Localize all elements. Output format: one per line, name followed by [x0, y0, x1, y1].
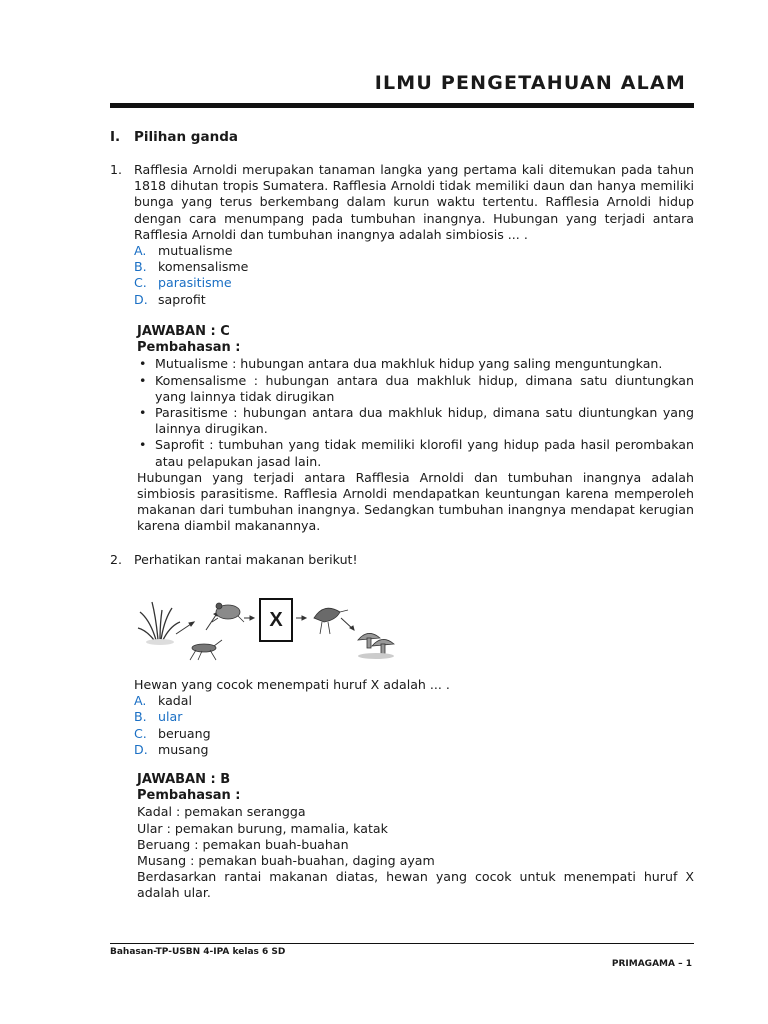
option-c: C. beruang [134, 725, 211, 741]
question-2 [110, 552, 694, 568]
page-title: ILMU PENGETAHUAN ALAM [374, 72, 686, 94]
bullet-item: • Saprofit : tumbuhan yang tidak memiliki klorofil yang hidup pada hasil perombakan atau pelapukan jasad lain. [137, 437, 694, 469]
question-prompt: Hewan yang cocok menempati huruf X adalah ... . [134, 677, 450, 692]
option-b: B. komensalisme [134, 259, 249, 275]
option-a: A. kadal [134, 693, 192, 709]
discussion-line: Musang : pemakan buah-buahan, daging ayam [137, 853, 435, 869]
bullet-item: • Mutualisme : hubungan antara dua makhluk hidup yang saling menguntungkan. [137, 356, 694, 372]
answer-label: JAWABAN : C [137, 324, 230, 339]
section-title: Pilihan ganda [134, 129, 238, 145]
option-d: D. saprofit [134, 291, 206, 307]
footer-divider [110, 943, 694, 944]
discussion-line: Kadal : pemakan serangga [137, 804, 306, 820]
option-c: C. parasitisme [134, 275, 232, 291]
food-chain-diagram [136, 590, 396, 665]
question-number: 1. [110, 162, 123, 177]
discussion-bullets [137, 356, 694, 469]
question-1 [110, 162, 694, 308]
discussion-label: Pembahasan : [137, 340, 241, 356]
frog-icon [212, 603, 244, 622]
title-divider [110, 103, 694, 108]
answer-label: JAWABAN : B [137, 772, 231, 787]
option-a: A. mutualisme [134, 243, 233, 259]
question-number: 2. [110, 552, 123, 567]
mushroom-icon [358, 633, 394, 659]
section-heading [110, 129, 238, 145]
discussion-conclusion: Berdasarkan rantai makanan diatas, hewan yang cocok untuk menempati huruf X adalah ular. [137, 869, 694, 901]
grasshopper-icon [190, 640, 222, 660]
option-d: D. musang [134, 741, 209, 757]
bullet-item: • Parasitisme : hubungan antara dua makhluk hidup, dimana satu diuntungkan yang lainnya dirugikan. [137, 405, 694, 437]
answer-block-2 [137, 772, 694, 902]
discussion-conclusion: Hubungan yang terjadi antara Rafflesia Arnoldi dan tumbuhan inangnya adalah simbiosis parasitisme. Rafflesia Arnoldi mendapatkan keuntungan karena memperoleh makanan dari tumbuhan inangnya. Sedangkan tumbuhan inangnya mendapat kerugian karena diambil makanannya. [137, 469, 694, 534]
question-2-options [110, 677, 694, 758]
grass-icon [138, 602, 180, 645]
discussion-line: Ular : pemakan burung, mamalia, katak [137, 820, 388, 836]
bird-icon [314, 608, 348, 634]
unknown-animal-box: X [259, 598, 293, 642]
discussion-line: Beruang : pemakan buah-buahan [137, 836, 349, 852]
footer-source: Bahasan-TP-USBN 4-IPA kelas 6 SD [110, 947, 286, 957]
section-number: I. [110, 129, 121, 145]
question-text: Perhatikan rantai makanan berikut! [134, 552, 358, 567]
option-b: B. ular [134, 709, 183, 725]
discussion-label: Pembahasan : [137, 788, 241, 804]
footer-page-number: PRIMAGAMA – 1 [611, 959, 692, 969]
bullet-item: • Komensalisme : hubungan antara dua makhluk hidup, dimana satu diuntungkan yang lainnya tidak dirugikan [137, 373, 694, 405]
question-text: Rafflesia Arnoldi merupakan tanaman langka yang pertama kali ditemukan pada tahun 1818 dihutan tropis Sumatera. Rafflesia Arnoldi tidak memiliki daun dan hanya memiliki bunga yang terus berkembang dalam kurun waktu tertentu. Rafflesia Arnoldi hidup dengan cara menumpang pada tumbuhan inangnya. Hubungan yang terjadi antara Rafflesia Arnoldi dan tumbuhan inangnya adalah simbiosis ... . [134, 162, 694, 242]
answer-block-1 [137, 324, 694, 535]
